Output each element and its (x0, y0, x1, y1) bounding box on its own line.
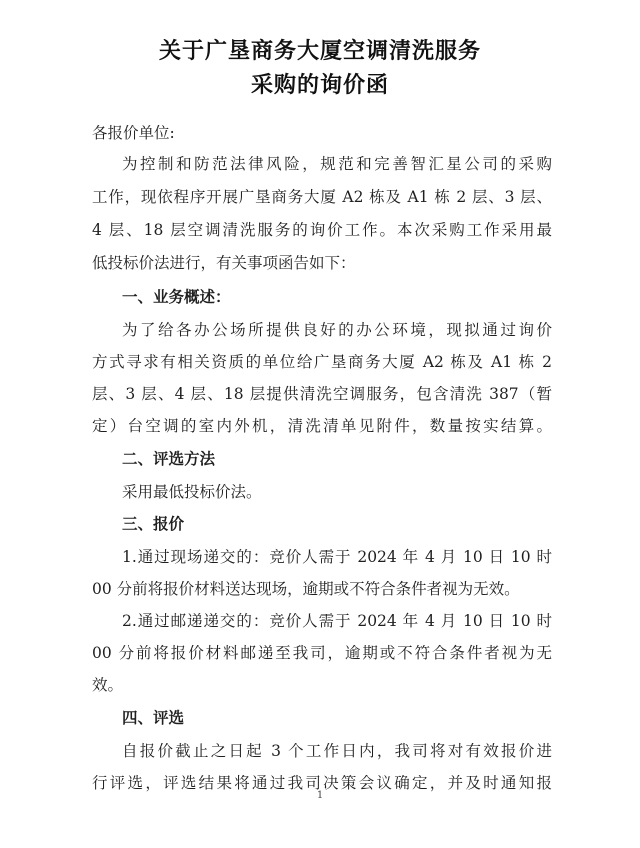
overview-paragraph-line: 方式寻求有相关资质的单位给广垦商务大厦 A2 栋及 A1 栋 2 (92, 353, 552, 371)
overview-paragraph-line: 为了给各办公场所提供良好的办公环境，现拟通过询价 (122, 321, 552, 339)
salutation: 各报价单位: (92, 124, 175, 142)
section-heading-selection: 四、评选 (122, 709, 185, 727)
selection-paragraph-line: 自报价截止之日起 3 个工作日内，我司将对有效报价进 (122, 742, 552, 760)
section-heading-evaluation-method: 二、评选方法 (122, 450, 216, 468)
quotation-item-2-line: 效。 (92, 676, 124, 694)
selection-paragraph-line: 行评选，评选结果将通过我司决策会议确定，并及时通知报 (92, 774, 552, 792)
intro-paragraph-line: 为控制和防范法律风险，规范和完善智汇星公司的采购 (122, 155, 552, 173)
overview-paragraph-line: 定）台空调的室内外机，清洗清单见附件，数量按实结算。 (92, 417, 552, 435)
document-title-line-1: 关于广垦商务大厦空调清洗服务 (158, 39, 481, 64)
section-heading-overview: 一、业务概述： (122, 288, 231, 306)
document-title-line-2: 采购的询价函 (250, 73, 389, 98)
overview-paragraph-line: 层、3 层、4 层、18 层提供清洗空调服务，包含清洗 387（暂 (92, 385, 552, 403)
intro-paragraph-line: 低投标价法进行，有关事项函告如下： (92, 254, 356, 272)
intro-paragraph-line: 4 层、18 层空调清洗服务的询价工作。本次采购工作采用最 (92, 221, 552, 239)
quotation-item-2-line: 00 分前将报价材料邮递至我司，逾期或不符合条件者视为无 (92, 644, 552, 662)
quotation-item-1-line: 00 分前将报价材料送达现场，逾期或不符合条件者视为无效。 (92, 580, 520, 598)
quotation-item-1-line: 1.通过现场递交的：竞价人需于 2024 年 4 月 10 日 10 时 (122, 548, 552, 566)
evaluation-method-text: 采用最低投标价法。 (122, 483, 262, 501)
quotation-item-2-line: 2.通过邮递递交的：竞价人需于 2024 年 4 月 10 日 10 时 (122, 612, 552, 630)
section-heading-quotation: 三、报价 (122, 515, 185, 533)
intro-paragraph-line: 工作，现依程序开展广垦商务大厦 A2 栋及 A1 栋 2 层、3 层、 (92, 188, 552, 206)
page-number: 1 (316, 790, 324, 801)
